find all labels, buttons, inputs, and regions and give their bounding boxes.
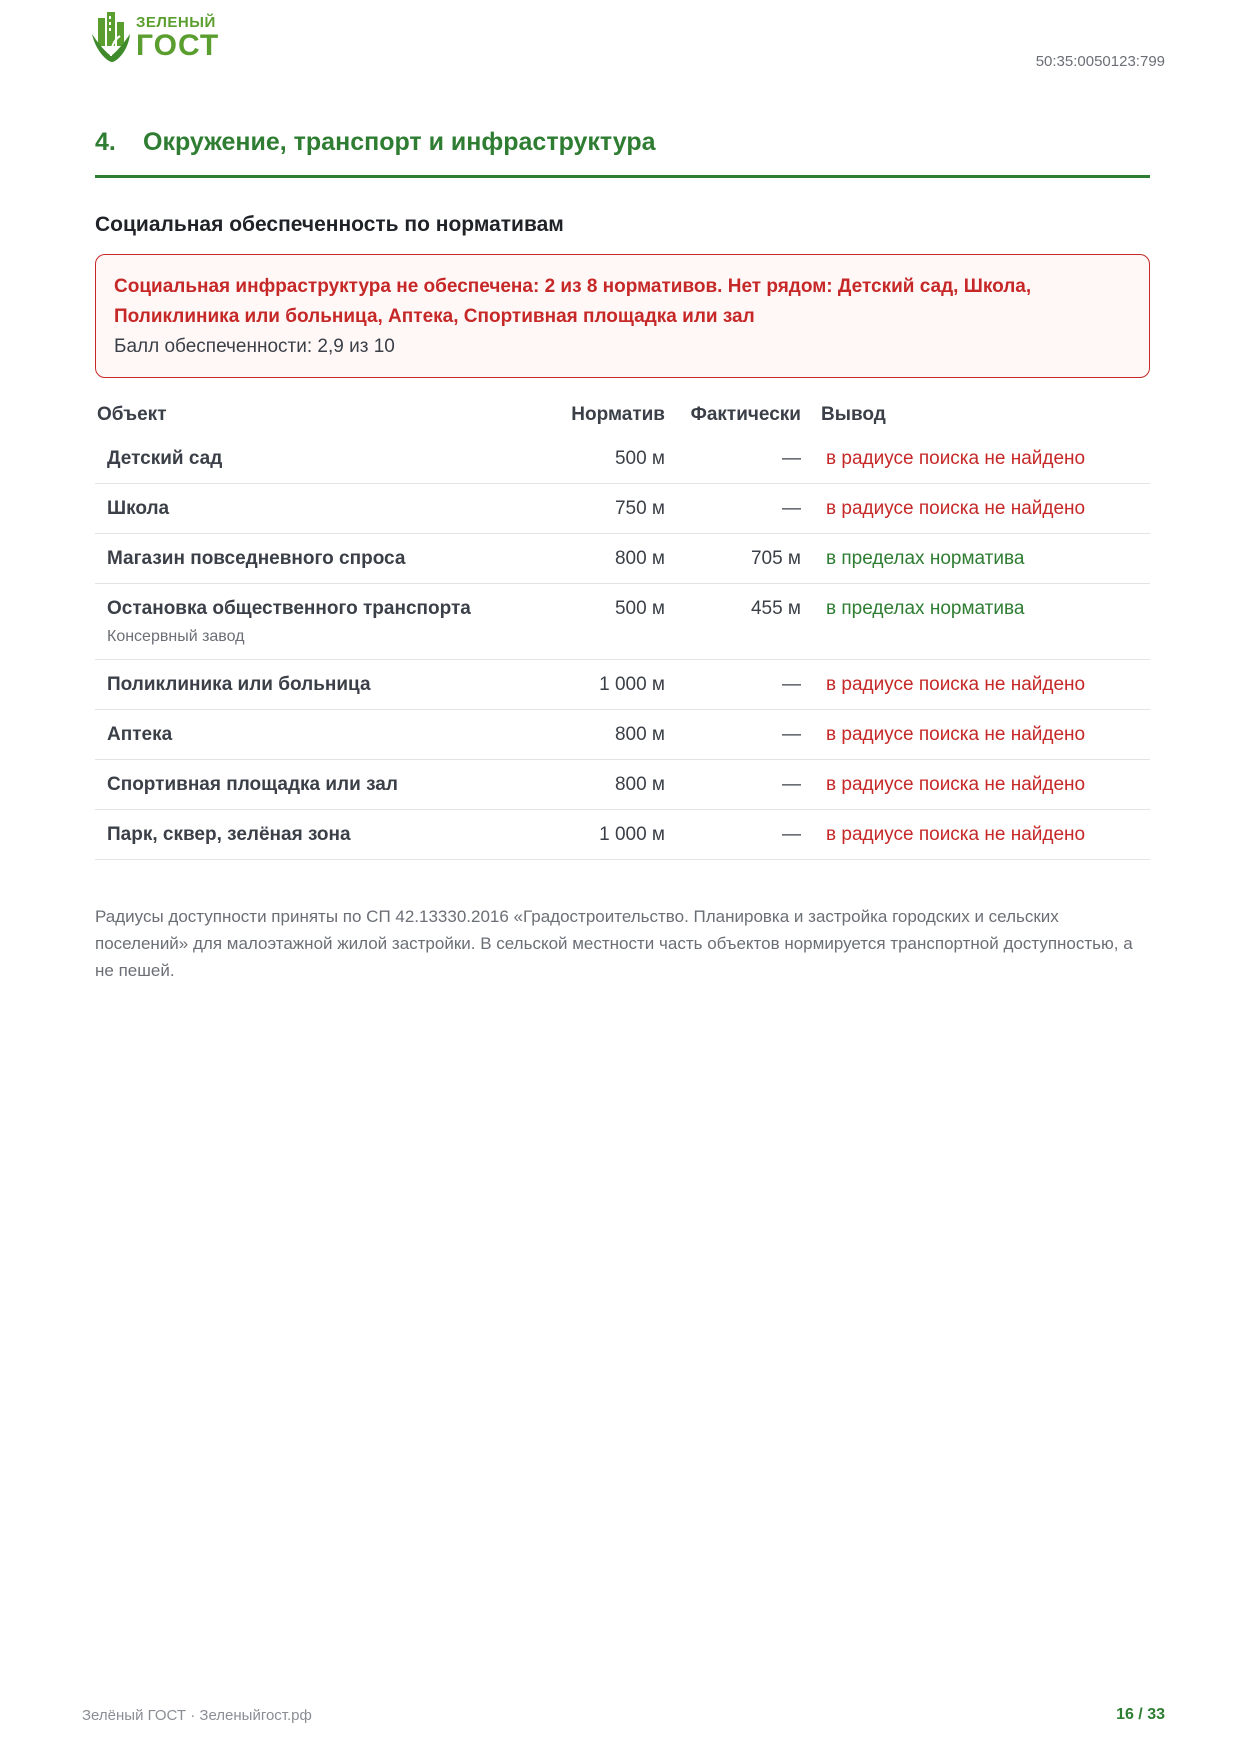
table-row [95, 710, 1150, 760]
cell-outcome: в радиусе поиска не найдено [826, 448, 1086, 469]
table-row [95, 484, 1150, 534]
cell-norm: 800 м [614, 724, 665, 745]
table-row [95, 660, 1150, 710]
cell-outcome: в радиусе поиска не найдено [826, 824, 1086, 845]
cell-object: Поликлиника или больница [107, 674, 371, 695]
table-row [95, 810, 1150, 860]
subsection-title: Социальная обеспеченность по нормативам [95, 213, 564, 236]
cell-actual: — [782, 824, 801, 845]
section-divider [95, 175, 1150, 178]
cell-actual: 455 м [750, 598, 801, 619]
cell-actual: — [782, 498, 801, 519]
table-row [95, 434, 1150, 484]
header-actual: Фактически [690, 404, 801, 425]
cell-norm: 800 м [614, 548, 665, 569]
cadastral-number: 50:35:0050123:799 [1035, 53, 1165, 70]
cell-outcome: в пределах норматива [826, 598, 1025, 619]
logo-text-top: ЗЕЛЕНЫЙ [136, 14, 216, 31]
cell-actual: 705 м [750, 548, 801, 569]
brand-logo [90, 12, 219, 64]
status-alert [95, 254, 1150, 378]
page-number: 16 / 33 [1116, 1706, 1165, 1723]
table-row [95, 584, 1150, 660]
cell-object: Школа [107, 498, 170, 519]
table-header [95, 396, 1150, 434]
cell-norm: 500 м [614, 448, 665, 469]
cell-object: Аптека [107, 724, 173, 745]
cell-outcome: в радиусе поиска не найдено [826, 498, 1086, 519]
cell-outcome: в радиусе поиска не найдено [826, 724, 1086, 745]
cell-object-name: Остановка общественного транспорта [107, 598, 471, 619]
cell-actual: — [782, 774, 801, 795]
cell-actual: — [782, 448, 801, 469]
logo-text-bottom: ГОСТ [136, 29, 220, 62]
cell-object: Детский сад [107, 448, 223, 469]
section-number: 4. [95, 128, 116, 156]
alert-message: Социальная инфраструктура не обеспечена: 2 из 8 нормативов. Нет рядом: Детский сад, Школа, Поликлиника или больница, Аптека, Спортивная площадка или зал [114, 276, 1032, 327]
cell-norm: 1 000 м [599, 824, 665, 845]
header-norm: Норматив [571, 404, 665, 425]
section-title [95, 128, 1150, 157]
cell-outcome: в радиусе поиска не найдено [826, 674, 1086, 695]
cell-norm: 1 000 м [599, 674, 665, 695]
cell-object: Магазин повседневного спроса [107, 548, 406, 569]
cell-outcome: в радиусе поиска не найдено [826, 774, 1086, 795]
norms-table [95, 396, 1150, 860]
cell-object: Парк, сквер, зелёная зона [107, 824, 351, 845]
logo-buildings-leaf-icon [90, 12, 132, 64]
header-object: Объект [97, 404, 167, 425]
header-outcome: Вывод [821, 404, 886, 425]
cell-norm: 500 м [614, 598, 665, 619]
cell-outcome: в пределах норматива [826, 548, 1025, 569]
cell-object [95, 598, 565, 646]
cell-actual: — [782, 674, 801, 695]
table-row [95, 534, 1150, 584]
table-row [95, 760, 1150, 810]
footnote: Радиусы доступности приняты по СП 42.13330.2016 «Градостроительство. Планировка и застройка городских и сельских поселений» для малоэтажной жилой застройки. В сельской местности часть объектов нормируется транспортной доступностью, а не пешей. [95, 907, 1133, 980]
footer-brand: Зелёный ГОСТ · Зеленыйгост.рф [82, 1707, 312, 1724]
cell-object-note: Консервный завод [107, 628, 245, 645]
alert-score: Балл обеспеченности: 2,9 из 10 [114, 336, 395, 357]
cell-norm: 750 м [614, 498, 665, 519]
cell-object: Спортивная площадка или зал [107, 774, 398, 795]
section-title-text: Окружение, транспорт и инфраструктура [143, 128, 656, 156]
cell-actual: — [782, 724, 801, 745]
cell-norm: 800 м [614, 774, 665, 795]
